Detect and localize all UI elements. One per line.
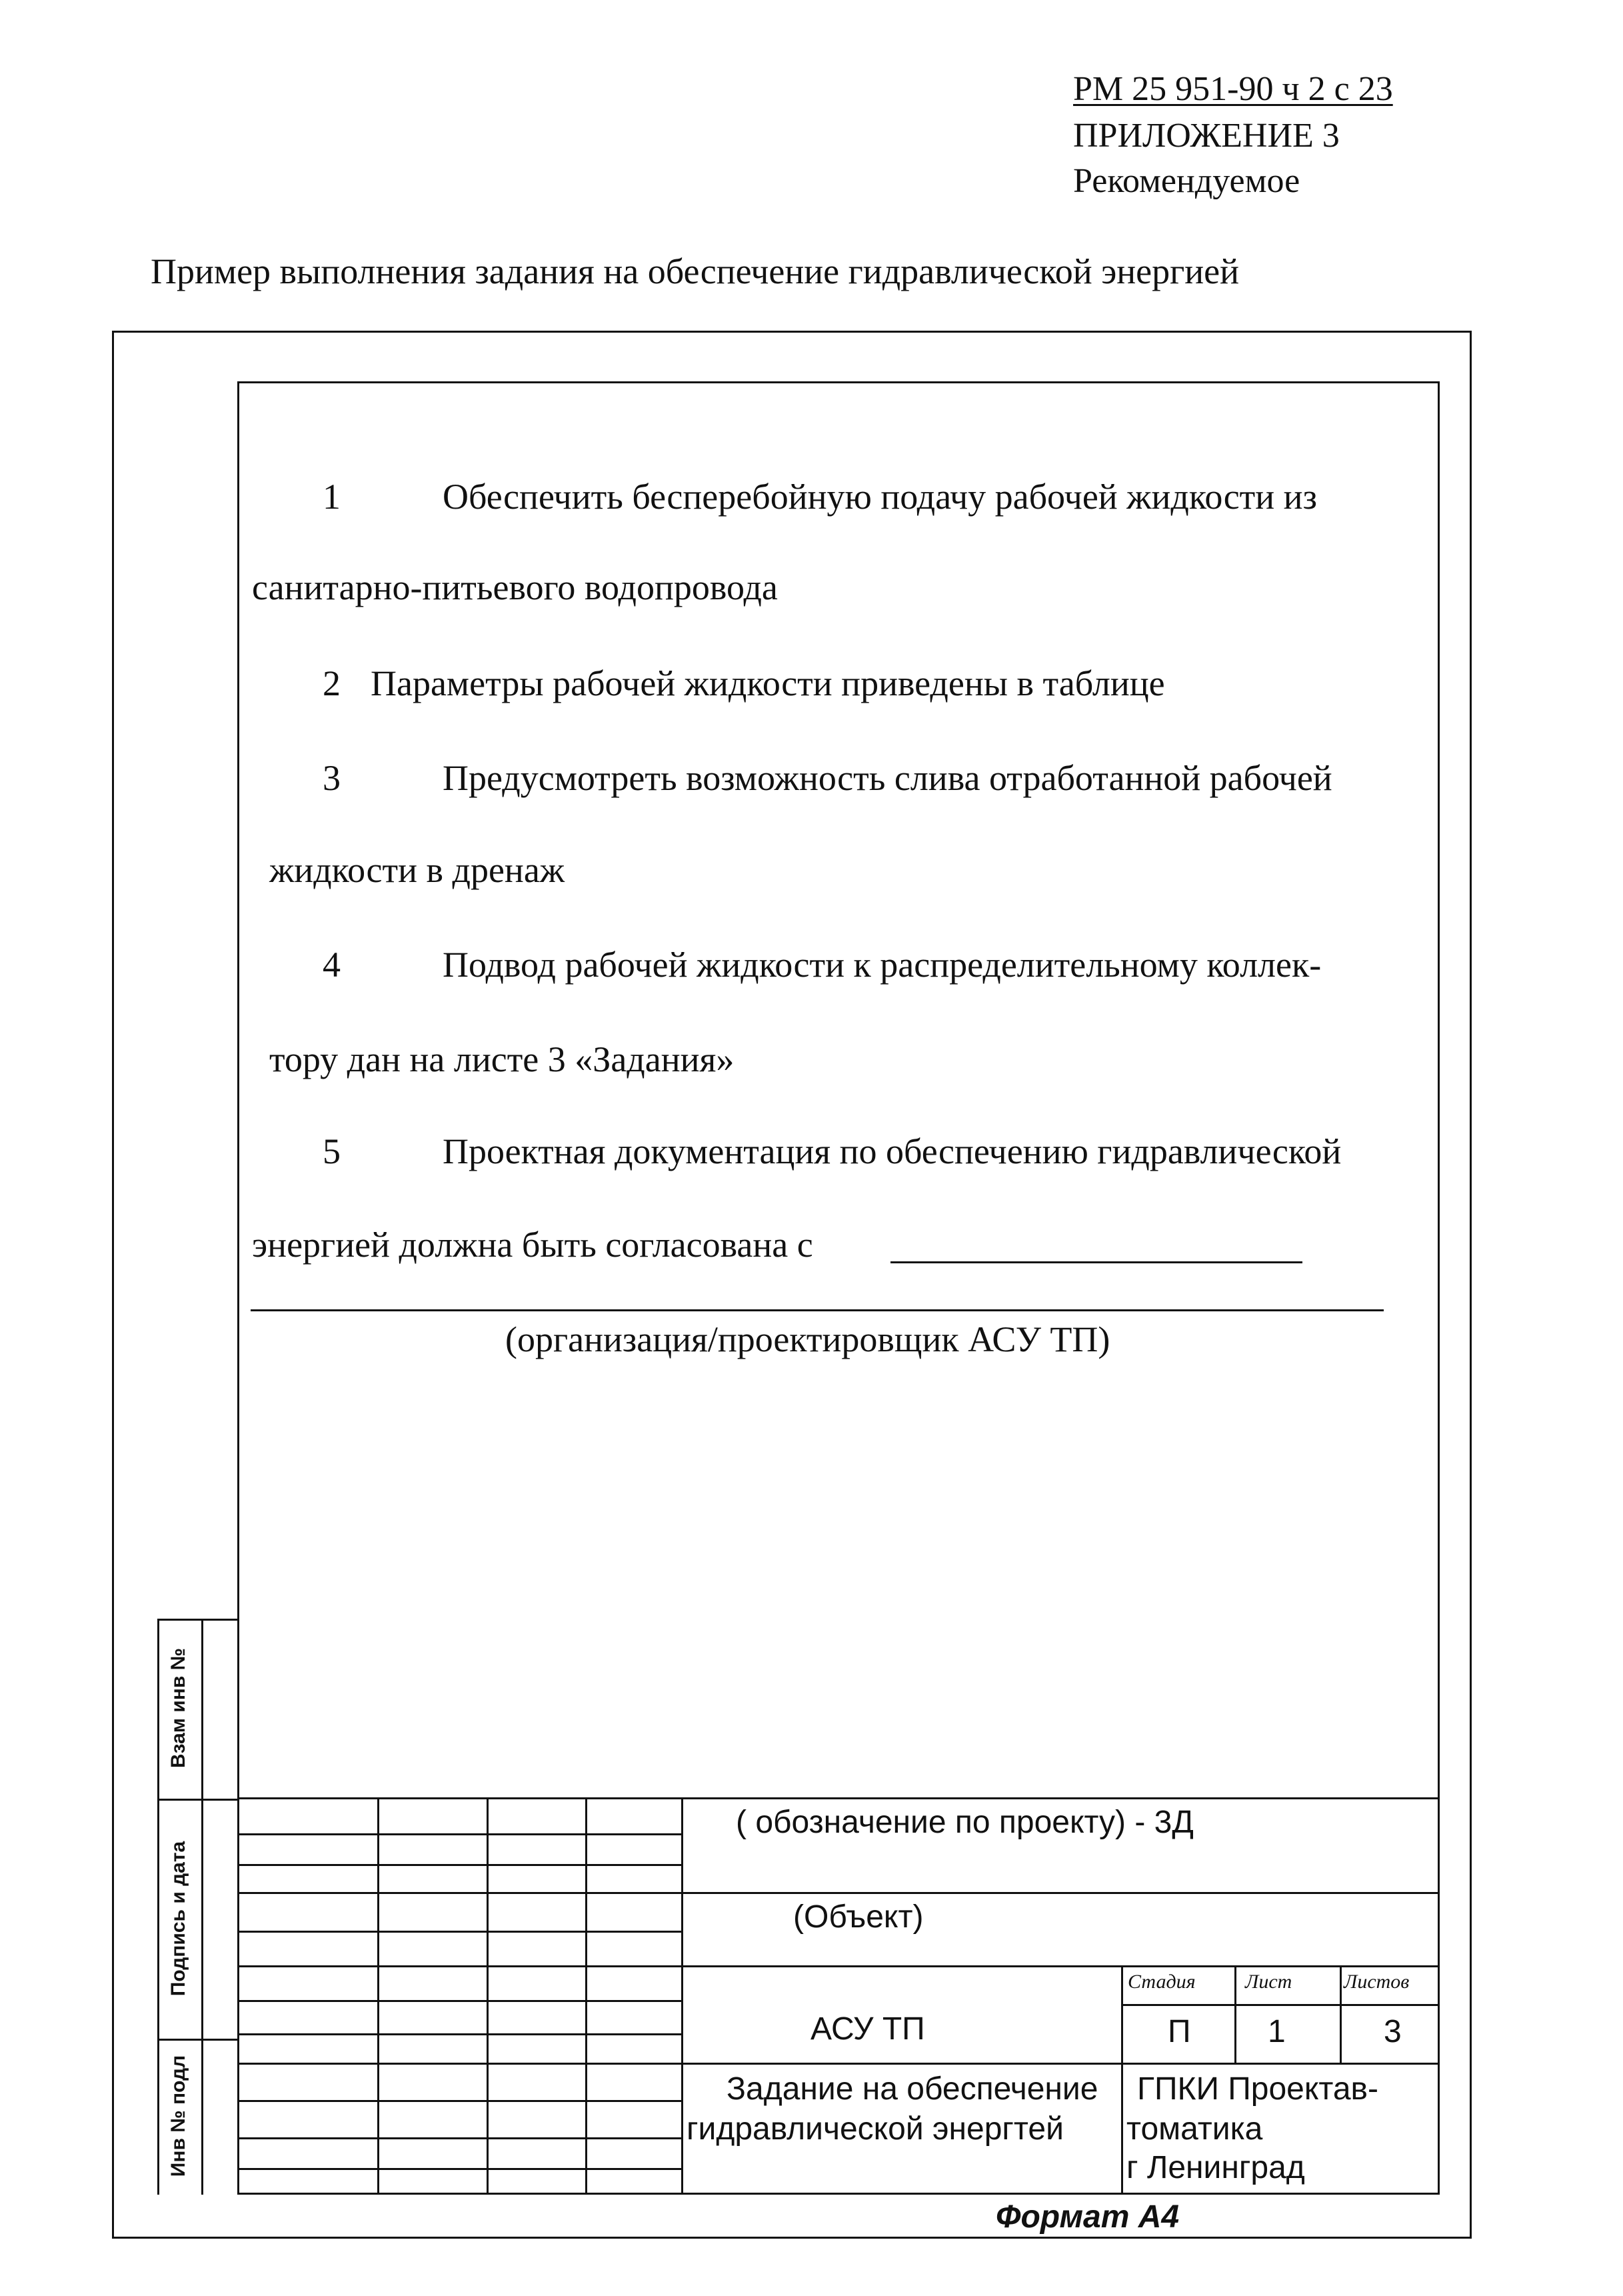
grid-col <box>681 1797 683 2195</box>
side-strip-line <box>157 1799 239 1801</box>
grid-row <box>237 2063 683 2065</box>
object-name: (Объект) <box>793 1899 924 1935</box>
grid-col <box>585 1797 587 2195</box>
title-block-col <box>1234 1965 1236 2063</box>
title-block-col <box>1121 1965 1123 2195</box>
title-block-line <box>1121 2004 1440 2006</box>
grid-row <box>237 1864 683 1866</box>
grid-row <box>237 2137 683 2139</box>
item-number: 5 <box>323 1131 341 1171</box>
organization-caption: (организация/проектировщик АСУ ТП) <box>505 1319 1110 1359</box>
sheets-value: 3 <box>1384 2014 1402 2049</box>
side-strip-border <box>201 1619 203 2195</box>
side-label-inv: Инв № подл <box>167 2055 189 2177</box>
appendix-status: Рекомендуемое <box>1073 162 1300 200</box>
appendix-label: ПРИЛОЖЕНИЕ 3 <box>1073 117 1340 155</box>
designation: ( обозначение по проекту) - 3Д <box>736 1805 1194 1840</box>
item-continuation: энергией должна быть согласована с <box>252 1225 813 1265</box>
item-continuation: жидкости в дренаж <box>269 850 565 890</box>
grid-row <box>237 1965 683 1967</box>
title-block-line <box>681 1892 1440 1894</box>
stage-label: Стадия <box>1128 1971 1196 1993</box>
item-text: Предусмотреть возможность слива отработанной рабочей <box>443 758 1332 798</box>
organization-line3: г Ленинград <box>1126 2150 1305 2185</box>
grid-row <box>237 2100 683 2102</box>
grid-row <box>237 2000 683 2002</box>
side-strip-line <box>157 2039 239 2041</box>
item-continuation: тору дан на листе 3 «Задания» <box>269 1039 735 1079</box>
item-number: 4 <box>323 945 341 985</box>
item-continuation: санитарно-питьевого водопровода <box>252 567 778 607</box>
format-label: Формат А4 <box>996 2199 1180 2235</box>
item-text: Подвод рабочей жидкости к распределительному коллек- <box>443 945 1322 985</box>
item-text: Проектная документация по обеспечению гидравлической <box>443 1131 1342 1171</box>
title-block-line <box>681 1965 1440 1967</box>
grid-row <box>237 1931 683 1933</box>
side-label-vzam: Взам инв № <box>167 1647 189 1769</box>
fill-in-line <box>890 1261 1302 1263</box>
side-strip-line <box>157 1619 239 1621</box>
document-name-line2: гидравлической энергтей <box>687 2111 1064 2147</box>
grid-row <box>237 1833 683 1835</box>
organization-line1: ГПКИ Проектав- <box>1137 2071 1379 2107</box>
grid-row <box>237 2033 683 2035</box>
title-block-top <box>237 1797 1440 1799</box>
item-text: Параметры рабочей жидкости приведены в таблице <box>371 663 1165 703</box>
grid-col <box>487 1797 489 2195</box>
system-name: АСУ ТП <box>811 2011 925 2047</box>
grid-row <box>237 1892 683 1894</box>
sheet-label: Лист <box>1245 1971 1292 1993</box>
stage-value: П <box>1168 2014 1191 2049</box>
grid-col <box>377 1797 379 2195</box>
item-text: Обеспечить бесперебойную подачу рабочей жидкости из <box>443 477 1317 517</box>
item-number: 2 <box>323 663 341 703</box>
sheets-label: Листов <box>1344 1971 1410 1993</box>
title-block-line <box>681 2063 1440 2065</box>
sheet-value: 1 <box>1268 2014 1286 2049</box>
organization-line2: томатика <box>1126 2111 1263 2147</box>
page-title: Пример выполнения задания на обеспечение гидравлической энергией <box>151 251 1240 291</box>
item-number: 1 <box>323 477 341 517</box>
document-name-line1: Задание на обеспечение <box>727 2071 1098 2107</box>
document-reference: РМ 25 951-90 ч 2 с 23 <box>1073 70 1393 108</box>
fill-in-line-full <box>251 1309 1384 1311</box>
side-strip-border <box>157 1619 159 2195</box>
item-number: 3 <box>323 758 341 798</box>
side-label-podpis: Подпись и дата <box>167 1841 189 1997</box>
title-block-col <box>1340 1965 1342 2063</box>
grid-row <box>237 2168 683 2170</box>
